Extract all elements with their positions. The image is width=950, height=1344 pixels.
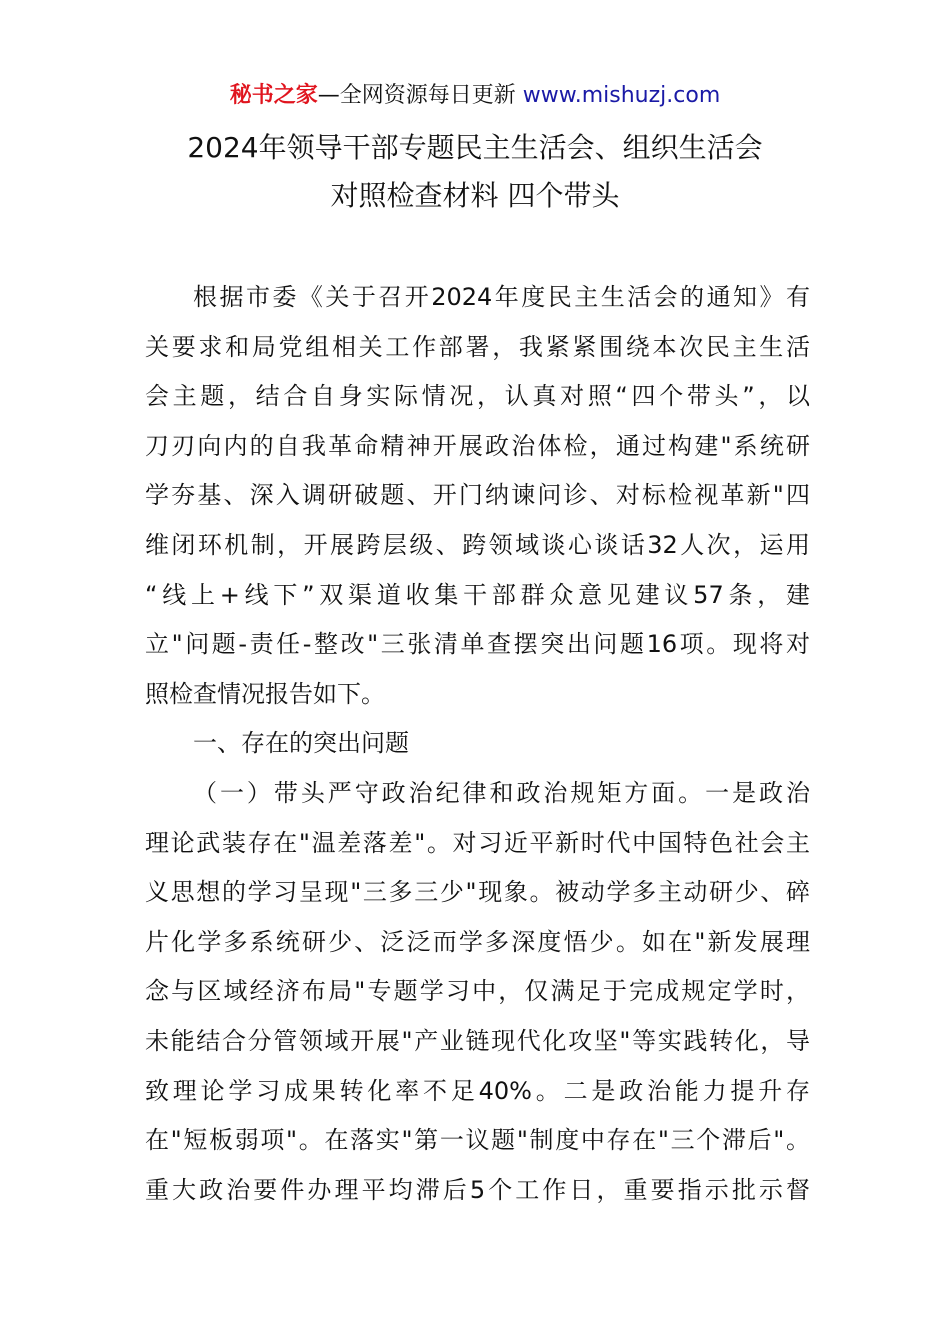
site-header: [0, 80, 950, 112]
body-line: 学夯基、深入调研破题、开门纳谏问诊、对标检视革新"四: [145, 481, 810, 510]
body-line: 重大政治要件办理平均滞后5个工作日，重要指示批示督: [145, 1175, 810, 1204]
brand-name: 秘书之家: [229, 83, 318, 108]
body-line: 根据市委《关于召开2024年度民主生活会的通知》有: [193, 283, 810, 311]
body-line: 刀刃向内的自我革命精神开展政治体检，通过构建"系统研: [145, 431, 810, 460]
body-line: 致理论学习成果转化率不足40%。二是政治能力提升存: [145, 1076, 810, 1105]
header-tagline: —全网资源每日更新: [317, 83, 516, 108]
body-line: 片化学多系统研少、泛泛而学多深度悟少。如在"新发展理: [145, 927, 810, 956]
body-line: 关要求和局党组相关工作部署，我紧紧围绕本次民主生活: [145, 332, 810, 361]
document-title: [0, 124, 950, 220]
body-line: 维闭环机制，开展跨层级、跨领域谈心谈话32人次，运用: [145, 530, 810, 559]
body-line: （一）带头严守政治纪律和政治规矩方面。一是政治: [193, 778, 810, 807]
body-line: 未能结合分管领域开展"产业链现代化攻坚"等实践转化，导: [145, 1026, 810, 1055]
body-line: 念与区域经济布局"专题学习中，仅满足于完成规定学时，: [145, 977, 810, 1006]
body-line: 立"问题-责任-整改"三张清单查摆突出问题16项。现将对: [145, 630, 810, 659]
body-line: 照检查情况报告如下。: [145, 679, 385, 708]
body-line: “线上+线下”双渠道收集干部群众意见建议57条，建: [145, 580, 810, 609]
site-url-link[interactable]: www.mishuzj.com: [522, 83, 721, 108]
document-body: [145, 273, 810, 1215]
body-line: 在"短板弱项"。在落实"第一议题"制度中存在"三个滞后"。: [145, 1126, 810, 1155]
section-heading: 一、存在的突出问题: [193, 729, 409, 758]
body-line: 义思想的学习呈现"三多三少"现象。被动学多主动研少、碎: [145, 878, 810, 907]
body-line: 会主题，结合自身实际情况，认真对照“四个带头”，以: [145, 382, 810, 411]
body-line: 理论武装存在"温差落差"。对习近平新时代中国特色社会主: [145, 828, 810, 857]
title-line-1: 2024年领导干部专题民主生活会、组织生活会: [187, 131, 763, 164]
title-line-2: 对照检查材料 四个带头: [330, 179, 620, 212]
